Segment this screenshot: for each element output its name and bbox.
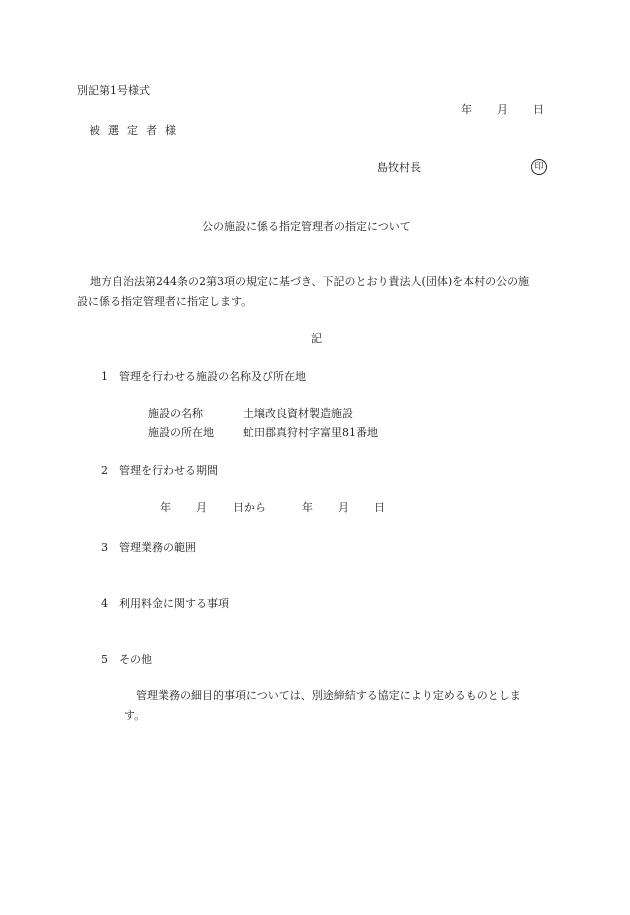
section-title: 管理を行わせる施設の名称及び所在地: [119, 370, 306, 383]
date-year-label: 年: [461, 103, 472, 116]
section-title: 利用料金に関する事項: [119, 597, 229, 610]
section-title: 管理を行わせる期間: [119, 464, 218, 477]
period-start-year: 年: [160, 501, 171, 514]
body-text-line-2: 設に係る指定管理者に指定します。: [77, 295, 253, 308]
other-text-line-1: 管理業務の細目的事項については、別途締結する協定により定めるものとしま: [136, 689, 521, 702]
section-number: 4: [101, 597, 108, 610]
period-end-month: 月: [338, 501, 349, 514]
date-month-label: 月: [497, 103, 508, 116]
ki-heading: 記: [311, 332, 322, 345]
seal-stamp: [531, 159, 547, 175]
date-day-label: 日: [533, 103, 544, 116]
section-title: 管理業務の範囲: [119, 541, 196, 554]
body-text-line-1: 地方自治法第244条の2第3項の規定に基づき、下記のとおり貴法人(団体)を本村の公の施: [90, 275, 530, 288]
section-title: その他: [119, 653, 152, 666]
section-number: 5: [101, 653, 108, 666]
recipient-line: 被選定者様: [89, 124, 184, 137]
period-start-day: 日から: [233, 501, 266, 514]
form-number-label: 別記第1号様式: [77, 84, 150, 97]
section-number: 2: [101, 464, 108, 477]
section-number: 1: [101, 370, 108, 383]
facility-name-label: 施設の名称: [148, 407, 203, 420]
period-start-month: 月: [196, 501, 207, 514]
section-number: 3: [101, 541, 108, 554]
facility-name-value: 土壌改良資材製造施設: [243, 407, 353, 420]
facility-location-label: 施設の所在地: [148, 426, 214, 439]
other-text-line-2: す。: [124, 709, 146, 722]
facility-location-value: 虻田郡真狩村字富里81番地: [243, 426, 378, 439]
seal-mark: 印: [534, 161, 544, 172]
period-end-year: 年: [302, 501, 313, 514]
document-title: 公の施設に係る指定管理者の指定について: [202, 220, 411, 233]
period-end-day: 日: [374, 501, 385, 514]
issuer-name: 島牧村長: [377, 161, 421, 174]
